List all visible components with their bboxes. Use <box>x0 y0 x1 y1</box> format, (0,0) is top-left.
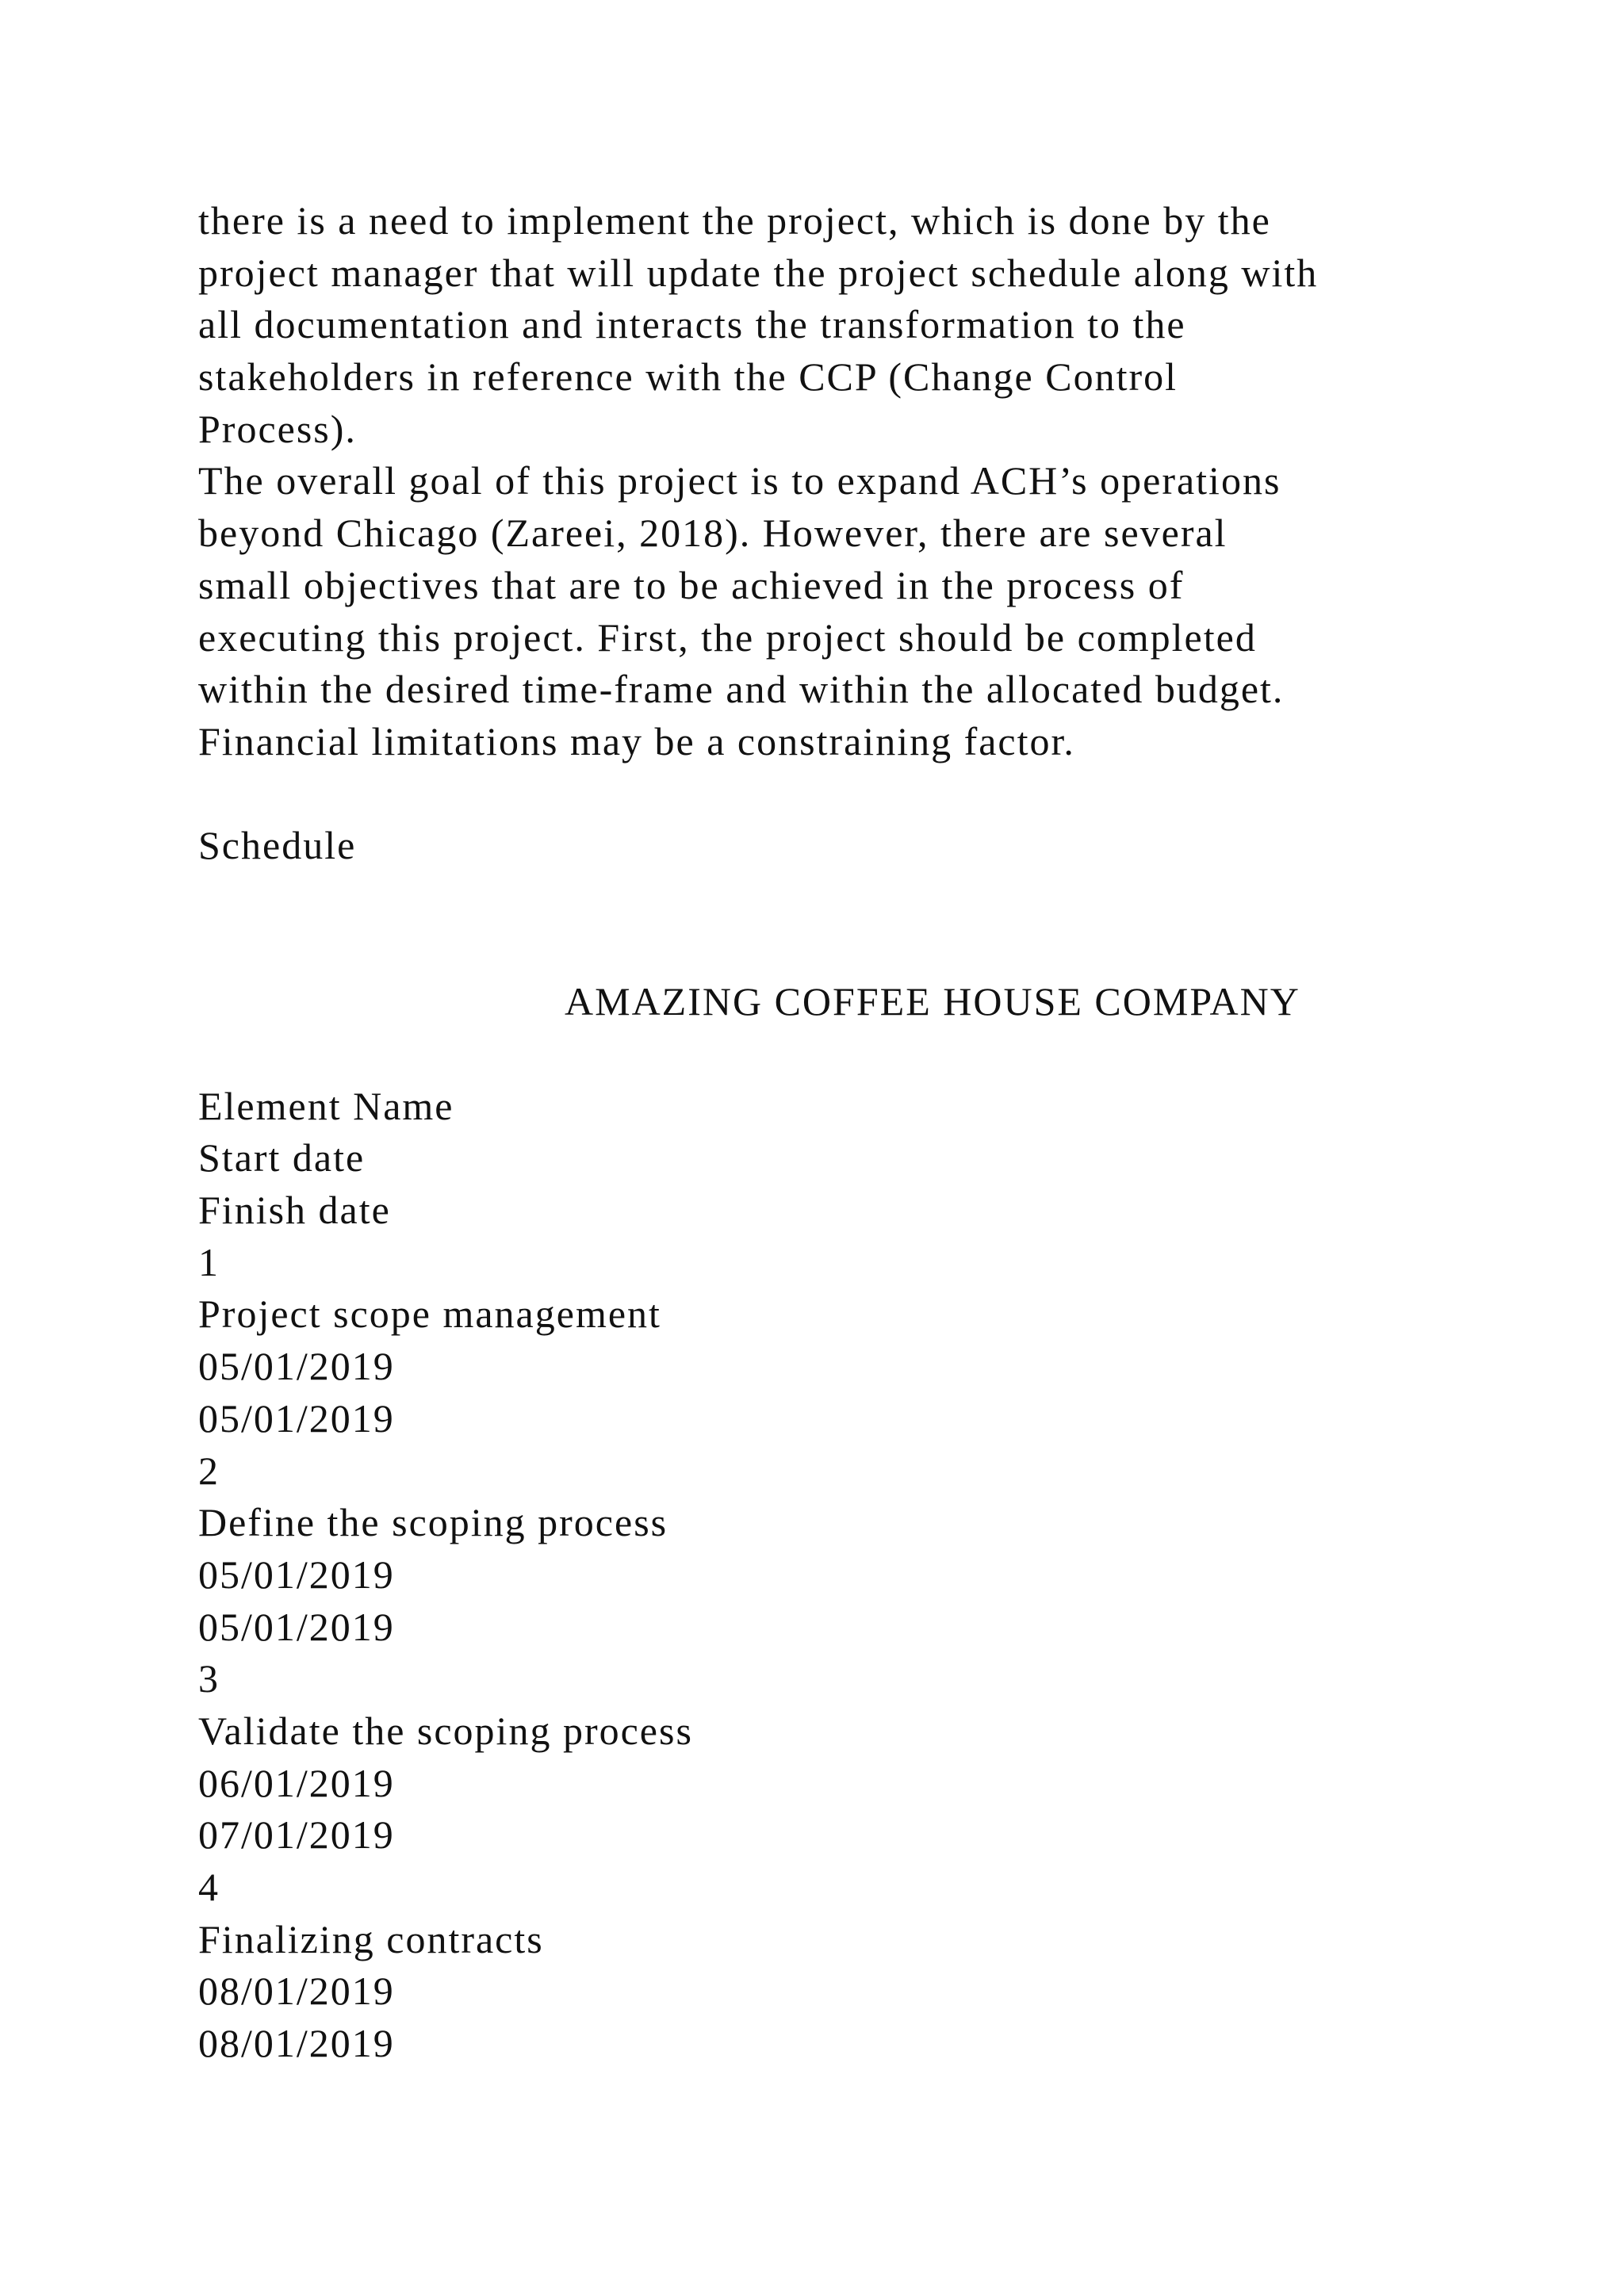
table-header-finish-date: Finish date <box>198 1188 391 1233</box>
paragraph-line: beyond Chicago (Zareei, 2018). However, there are several <box>198 511 1228 556</box>
row-2-id: 2 <box>198 1448 220 1493</box>
company-title: AMAZING COFFEE HOUSE COMPANY <box>565 979 1300 1024</box>
paragraph-line: all documentation and interacts the transformation to the <box>198 302 1186 347</box>
schedule-heading: Schedule <box>198 823 357 868</box>
paragraph-line: Financial limitations may be a constraining factor. <box>198 718 1075 763</box>
row-3-start: 06/01/2019 <box>198 1760 395 1805</box>
paragraph-line: within the desired time-frame and within the allocated budget. <box>198 667 1285 712</box>
row-2-start: 05/01/2019 <box>198 1552 395 1597</box>
paragraph-line: executing this project. First, the project should be completed <box>198 614 1257 660</box>
row-2-name: Define the scoping process <box>198 1500 668 1545</box>
row-3-id: 3 <box>198 1656 220 1701</box>
paragraph-line: stakeholders in reference with the CCP (Change Control <box>198 354 1178 400</box>
blank-line <box>198 924 1515 977</box>
row-4-start: 08/01/2019 <box>198 1969 395 2014</box>
paragraph-line: The overall goal of this project is to expand ACH’s operations <box>198 458 1281 503</box>
blank-line <box>198 1028 1515 1081</box>
blank-line <box>198 768 1515 821</box>
row-4-id: 4 <box>198 1865 220 1909</box>
row-4-name: Finalizing contracts <box>198 1916 544 1961</box>
row-1-start: 05/01/2019 <box>198 1344 395 1389</box>
row-3-finish: 07/01/2019 <box>198 1812 395 1858</box>
blank-line <box>198 872 1515 924</box>
paragraph-line: Process). <box>198 406 357 451</box>
paragraph-line: small objectives that are to be achieved in the process of <box>198 562 1185 607</box>
table-header-start-date: Start date <box>198 1135 366 1181</box>
table-header-element-name: Element Name <box>198 1083 454 1128</box>
row-1-id: 1 <box>198 1239 220 1284</box>
row-1-name: Project scope management <box>198 1292 661 1337</box>
paragraph-line: project manager that will update the project schedule along with <box>198 250 1319 295</box>
document-body <box>198 195 1515 2070</box>
row-2-finish: 05/01/2019 <box>198 1604 395 1649</box>
row-4-finish: 08/01/2019 <box>198 2021 395 2066</box>
row-3-name: Validate the scoping process <box>198 1708 693 1753</box>
row-1-finish: 05/01/2019 <box>198 1395 395 1441</box>
paragraph-line: there is a need to implement the project, which is done by the <box>198 198 1271 243</box>
